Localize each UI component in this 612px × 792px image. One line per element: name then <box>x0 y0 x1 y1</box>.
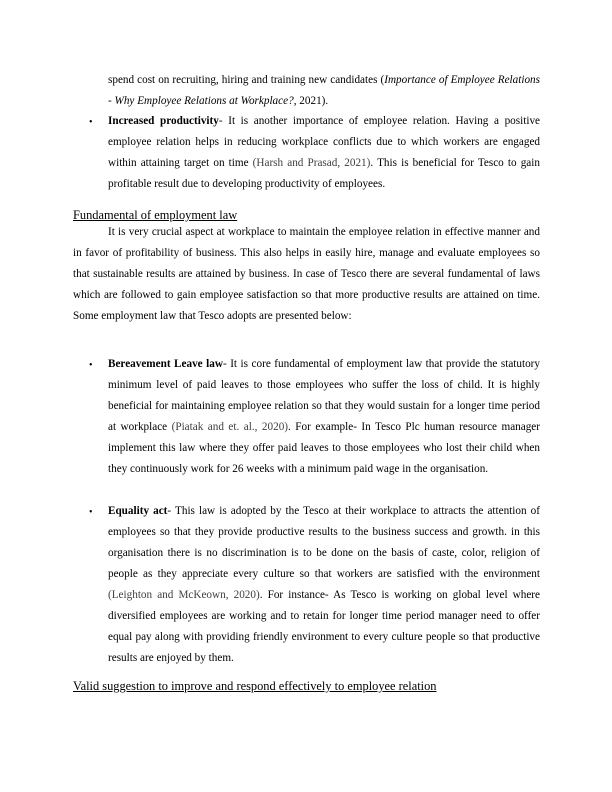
heading-fundamental-law: Fundamental of employment law <box>73 208 238 222</box>
bullet-productivity-text-after: . This is beneficial for Tesco to gain profitable result due to developing productivity of employees. <box>108 157 540 190</box>
bullet-productivity-text: - It is another importance of employee relation. Having a positive employee relation helps in reducing workplace conflicts due to which workers are engaged within attaining target on time <box>108 115 540 169</box>
bullet-equality-title: Equality act <box>108 505 168 517</box>
intro-text: spend cost on recruiting, hiring and training new candidates ( <box>108 74 385 86</box>
bullet-productivity-title: Increased productivity <box>108 115 219 127</box>
bullet-equality-text-after: . For instance- As Tesco is working on global level where diversified employees are working and to retain for longer time period manager need to offer equal pay along with providing friendly environment to every culture people so that productive results are enjoyed by them. <box>108 589 540 664</box>
intro-continuation <box>108 70 540 112</box>
bullet-bereavement-title: Bereavement Leave law <box>108 358 223 370</box>
bullet-icon: • <box>89 507 93 518</box>
bullet-equality <box>108 501 540 669</box>
bullet-bereavement-text: - It is core fundamental of employment law that provide the statutory minimum level of paid leaves to those employees who suffer the loss of child. It is highly beneficial for maintaining employee relation so that they would sustain for a longer time period at workplace <box>108 358 541 433</box>
bullet-equality-citation: (Leighton and McKeown, 2020) <box>108 589 260 601</box>
bullet-bereavement-citation: (Piatak and et. al., 2020) <box>171 421 289 433</box>
bullet-productivity-citation: (Harsh and Prasad, 2021) <box>252 157 371 169</box>
bullet-productivity <box>108 111 540 195</box>
bullet-bereavement <box>108 354 540 480</box>
heading-valid-suggestion: Valid suggestion to improve and respond effectively to employee relation <box>73 679 437 693</box>
bullet-bereavement-text-after: . For example- In Tesco Plc human resource manager implement this law where they offer paid leaves to those employees who lost their child when they continuously work for 26 weeks with a minimum paid wage in the organisation. <box>108 421 541 475</box>
law-paragraph: It is very crucial aspect at workplace to maintain the employee relation in effective manner and in favor of profitability of business. This also helps in easily hire, manage and evaluate employees so that sustainable results are attained by business. In case of Tesco there are several fundamental of laws which are followed to gain employee satisfaction so that more productive results are attained on time. Some employment law that Tesco adopts are presented below: <box>73 226 540 322</box>
bullet-equality-text: - This law is adopted by the Tesco at their workplace to attracts the attention of employees so that they provide productive results to the business success and growth. in this organisation there is no discrimination is to be done on the basis of caste, color, religion of people as they appreciate every culture so that workers are satisfied with the environment <box>108 505 540 580</box>
intro-citation-title: Importance of Employee Relations - Why Employee Relations at Workplace? <box>108 74 540 107</box>
bullet-icon: • <box>89 117 93 128</box>
intro-citation-year: , 2021). <box>293 95 329 107</box>
bullet-icon: • <box>89 360 93 371</box>
